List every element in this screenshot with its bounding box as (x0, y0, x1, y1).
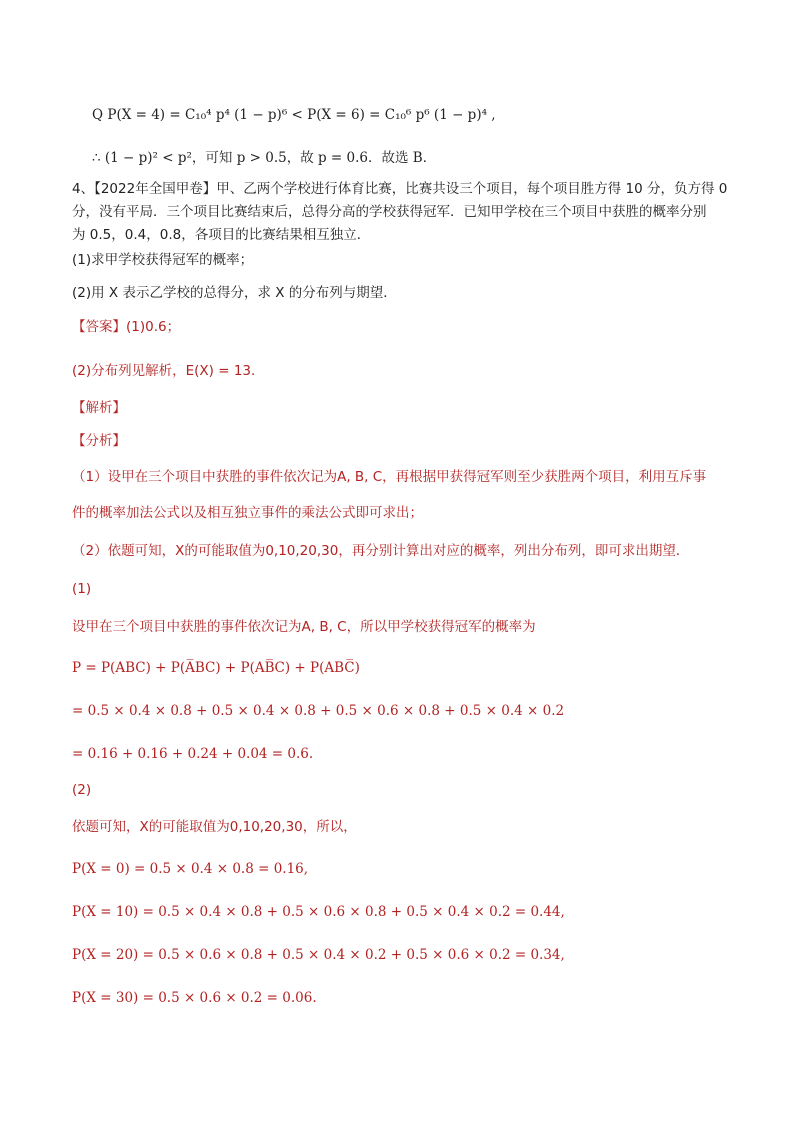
analysis-part-1-line-1: （1）设甲在三个项目中获胜的事件依次记为A, B, C，再根据甲获得冠军则至少获胜两个项目，利用互斥事 (72, 469, 707, 485)
analysis-heading: 【解析】 (72, 400, 126, 416)
equation-comparison: Q P(X = 4) = C₁₀⁴ p⁴ (1 − p)⁶ < P(X = 6) = C₁₀⁶ p⁶ (1 − p)⁴ , (92, 107, 496, 123)
equation-conclusion: ∴ (1 − p)² < p²，可知 p > 0.5，故 p = 0.6．故选 B． (92, 150, 437, 166)
problem-4-line-2: 分，没有平局．三个项目比赛结束后，总得分高的学校获得冠军．已知甲学校在三个项目中获胜的概率分别 (72, 204, 707, 220)
solution-part-1-intro: 设甲在三个项目中获胜的事件依次记为A, B, C，所以甲学校获得冠军的概率为 (72, 619, 536, 635)
formula-p: P = P(ABC) + P(A̅BC) + P(AB̅C) + P(ABC̅) (72, 660, 360, 676)
formula-p-result: = 0.16 + 0.16 + 0.24 + 0.04 = 0.6. (72, 746, 314, 762)
problem-4-line-1: 4、【2022年全国甲卷】甲、乙两个学校进行体育比赛，比赛共设三个项目，每个项目胜方得 10 分，负方得 0 (72, 181, 728, 197)
solution-part-1-label: (1) (72, 581, 92, 597)
analysis-subheading: 【分析】 (72, 433, 126, 449)
analysis-part-2: （2）依题可知，X的可能取值为0,10,20,30，再分别计算出对应的概率，列出分布列，即可求出期望． (72, 543, 690, 559)
answer-heading: 【答案】(1)0.6； (72, 319, 181, 335)
problem-4-line-3: 为 0.5，0.4，0.8，各项目的比赛结果相互独立． (72, 227, 371, 243)
formula-p-expanded: = 0.5 × 0.4 × 0.8 + 0.5 × 0.4 × 0.8 + 0.5 × 0.6 × 0.8 + 0.5 × 0.4 × 0.2 (72, 703, 565, 719)
prob-x-0: P(X = 0) = 0.5 × 0.4 × 0.8 = 0.16, (72, 861, 309, 877)
question-1: (1)求甲学校获得冠军的概率； (72, 252, 254, 268)
prob-x-30: P(X = 30) = 0.5 × 0.6 × 0.2 = 0.06. (72, 990, 317, 1006)
question-2: (2)用 X 表示乙学校的总得分，求 X 的分布列与期望． (72, 285, 397, 301)
prob-x-20: P(X = 20) = 0.5 × 0.6 × 0.8 + 0.5 × 0.4 × 0.2 + 0.5 × 0.6 × 0.2 = 0.34, (72, 947, 565, 963)
analysis-part-1-line-2: 件的概率加法公式以及相互独立事件的乘法公式即可求出； (72, 505, 423, 521)
solution-part-2-intro: 依题可知，X的可能取值为0,10,20,30，所以， (72, 819, 357, 835)
prob-x-10: P(X = 10) = 0.5 × 0.4 × 0.8 + 0.5 × 0.6 × 0.8 + 0.5 × 0.4 × 0.2 = 0.44, (72, 904, 565, 920)
solution-part-2-label: (2) (72, 782, 92, 798)
answer-part-2: (2)分布列见解析，E(X) = 13. (72, 363, 256, 379)
